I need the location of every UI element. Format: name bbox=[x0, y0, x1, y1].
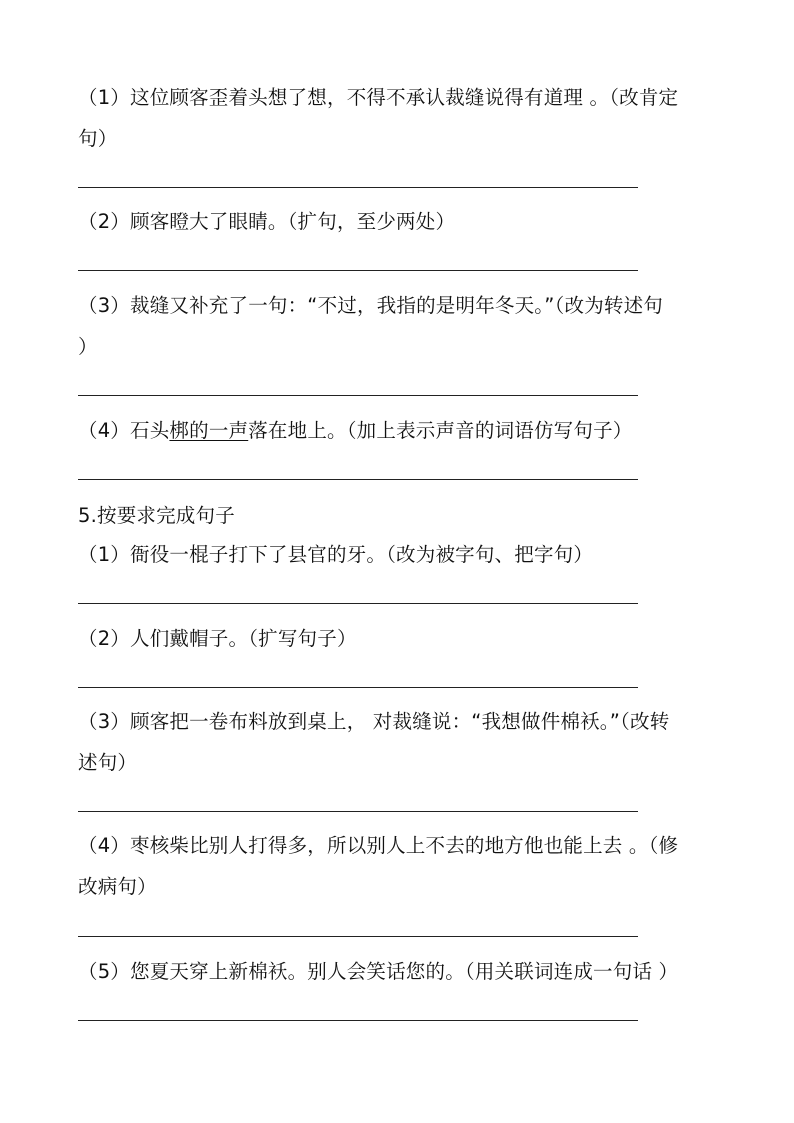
s5-q1-answer-line[interactable] bbox=[78, 603, 638, 604]
s5-q3-text-line-2: 述句） bbox=[78, 751, 138, 774]
q3-answer-line[interactable] bbox=[78, 395, 638, 396]
s5-q4-text-line-2: 改病句） bbox=[78, 875, 157, 898]
q4-answer-line[interactable] bbox=[78, 479, 638, 480]
section-5-title: 5.按要求完成句子 bbox=[78, 504, 235, 527]
s5-q5-answer-line[interactable] bbox=[78, 1020, 638, 1021]
q2-text: （2）顾客瞪大了眼睛。（扩句，至少两处） bbox=[78, 210, 456, 233]
q3-text-line-1: （3）裁缝又补充了一句：“不过，我指的是明年冬天。”（改为转述句 bbox=[78, 294, 664, 317]
q4-text-prefix: （4）石头 bbox=[78, 419, 170, 442]
s5-q5-text: （5）您夏天穿上新棉袄。别人会笑话您的。（用关联词连成一句话 ） bbox=[78, 960, 679, 983]
q2-answer-line[interactable] bbox=[78, 270, 638, 271]
s5-q2-answer-line[interactable] bbox=[78, 687, 638, 688]
q4-underlined-phrase: 梆的一声 bbox=[169, 419, 249, 442]
q1-answer-line[interactable] bbox=[78, 187, 638, 188]
s5-q2-text: （2）人们戴帽子。（扩写句子） bbox=[78, 627, 357, 650]
s5-q3-answer-line[interactable] bbox=[78, 811, 638, 812]
q4-text bbox=[78, 419, 728, 443]
s5-q1-text: （1）衙役一棍子打下了县官的牙。（改为被字句、把字句） bbox=[78, 543, 594, 566]
s5-q4-answer-line[interactable] bbox=[78, 936, 638, 937]
q4-text-suffix: 落在地上。（加上表示声音的词语仿写句子） bbox=[248, 419, 633, 442]
s5-q4-text-line-1: （4）枣核柴比别人打得多，所以别人上不去的地方他也能上去 。（修 bbox=[78, 834, 679, 857]
q1-text-line-1: （1）这位顾客歪着头想了想，不得不承认裁缝说得有道理 。（改肯定 bbox=[78, 86, 679, 109]
q3-text-line-2: ） bbox=[78, 335, 98, 358]
s5-q3-text-line-1: （3）顾客把一卷布料放到桌上， 对裁缝说：“我想做件棉袄。”（改转 bbox=[78, 710, 670, 733]
q1-text-line-2: 句） bbox=[78, 127, 118, 150]
